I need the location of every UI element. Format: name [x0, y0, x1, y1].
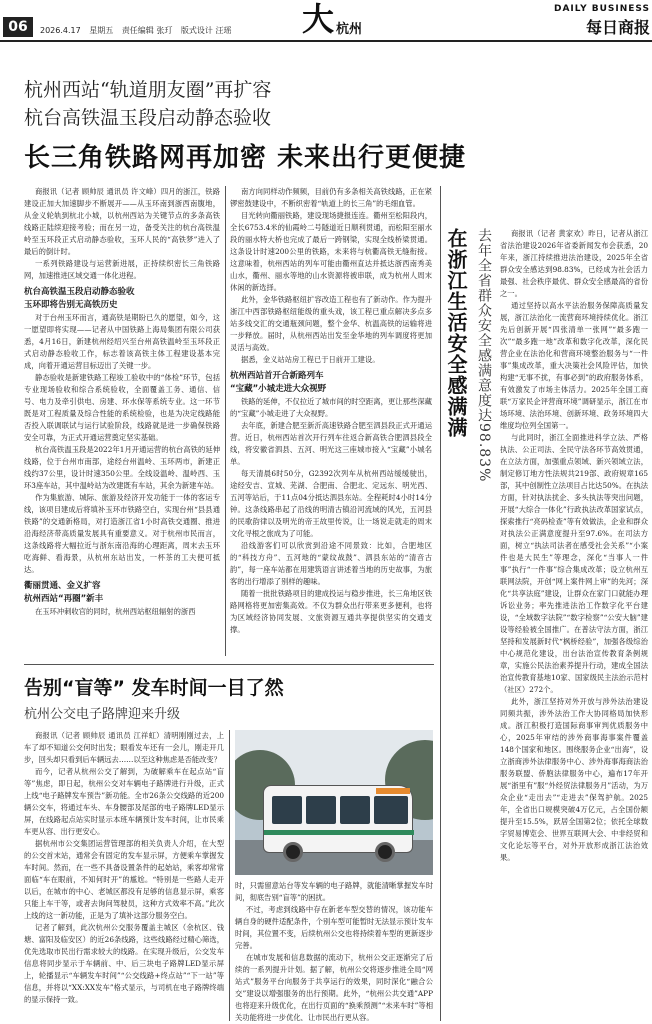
paragraph: 据悉，金义站站房工程已于日前开工建设。 [240, 355, 380, 364]
main-kicker-1: 杭州西站“轨道朋友圈”再扩容 [24, 79, 272, 101]
side-story-column [500, 228, 648, 1021]
paragraph: 作为集旅游、城际、旅游及经济开发功能于一体的客运专线，该项目建成后将填补玉环市铁路空白，实现台州“县县通铁路”的交通新格局，对打造浙江省1小时高铁交通圈、推进沿海经济带高质量发展具有重要意义。对于杭州市民而言，这条线路将大幅拉近与浙东南沿海的心理距离，周末去玉环吃海鲜、看海景，从杭州东站出发，一杯茶的工夫便可抵达。 [24, 493, 220, 574]
bus-window [272, 796, 302, 824]
issue-weekday: 星期五 [89, 26, 114, 35]
paragraph: 商报讯（记者 黄家欢）昨日，记者从浙江省法治建设2026年省委新闻发布会获悉，20年来，浙江持续推进法治建设，2025年全省群众安全感达到98.83%，已经成为社会活力最强、社会秩序最优、群众安全感最高的省份之一。 [500, 229, 648, 298]
paragraph: 在玉环冲刺收官的同时，杭州西站枢纽辐射的浙西 [34, 607, 196, 616]
side-story-headline: 在浙江生活安全感满满 [444, 228, 468, 438]
bus-wheel [283, 842, 303, 862]
subhead: “宝藏”小城走进大众视野 [230, 384, 327, 394]
paragraph: 杭台高铁温玉段是2022年1月开通运营的杭台高铁的延伸线路，位于台州市南部，途经台州温岭、玉环两市，新建正线约37公里，设计时速350公里。全线设温岭、温岭西、玉环3座车站，其中温岭站为改建既有车站，其余为新建车站。 [24, 445, 220, 490]
paragraph: 据杭州市公交集团运营管理部的相关负责人介绍，在大型的公交首末站，通常会有固定的发车显示屏，方便乘车掌握发车时间。然而，在一些不具备设置条件的起始站，乘客却常常面临“车在眼前，不知何时开”的尴尬。“特别是一些路人走开以后，在城市的中心、老城区都没有足够的信息显示屏，乘客只能上车干等，或者去询问驾驶员，这种方式效率不高。”此次上线的这一新功能，正是为了填补这部分服务空白。 [24, 839, 224, 920]
side-story-subhead: 去年全省群众安全感满意度达98.83% [476, 228, 492, 483]
paragraph: 铁路的延伸，不仅拉近了城市间的时空距离，更让那些深藏的“宝藏”小城走进了大众视野。 [230, 397, 432, 418]
bus-photo [235, 730, 433, 875]
paragraph: 对于台州玉环而言，通高铁是期盼已久的愿望，如今，这一愿望即将实现——记者从中国铁路上海局集团有限公司获悉，4月16日，新建杭州经绍兴至台州高铁温岭至玉环段正式启动静态验收工作，标志着该高铁主体工程建设基本完成，向着开通运营目标迈出了关键一步。 [24, 313, 220, 370]
column-divider [229, 730, 230, 1021]
bus-led-sign [376, 788, 410, 794]
paragraph: 此外，金华铁路枢纽扩容改造工程也有了新动作。作为提升浙江中西部铁路枢纽能级的重头戏，该工程已重点解决多点多站多线交汇的交通瓶颈问题，整个金华、杭温高铁的运输将进一步释放。届时，从杭州西站出发至金华地的列车调度将更加灵活与高效。 [230, 295, 432, 352]
paragraph: 目光转向衢丽铁路，建设现场捷报连连。衢州至松阳段内，全长6753.4米的仙霞岭二号隧道近日顺利贯通，而松阳至丽水段的丽水特大桥也完成了最后一跨钢梁，实现全线桥梁贯通。这条设计时速200公里的铁路，未来将与杭衢高铁无缝衔接。这意味着，杭州西站的列车可能由衢州直达并抵达浙西南秀美山水，衢州、丽水等地的山水资源将被串联，成为杭州人周末休闲的新选择。 [230, 211, 432, 292]
story2-headline: 告别“盲等” 发车时间一目了然 [24, 677, 284, 699]
paragraph: 而今，记者从杭州公交了解到，为破解乘车在起点站“盲等”焦虑，即日起，杭州公交对车辆电子路牌进行升级，正式上线“电子路牌发车预告”新功能。全市26条公交线路的近200辆公交车，将通过车头、车身腰部及尾部的电子路牌LED显示屏，在线路起点站实时显示本班车辆预计发车时间，让市民乘车更从容、出行更安心。 [24, 767, 224, 836]
paragraph: 一系列铁路建设与运营新进展，正持续织密长三角铁路网，加速推进区域交通一体化进程。 [24, 259, 220, 280]
main-story-column-1 [24, 186, 220, 656]
section-logo-char: 大 [302, 0, 335, 38]
paragraph: 随着一批批铁路项目的建成投运与稳步推进，长三角地区铁路网格将更加密集高效。不仅为群众出行带来更多便利，也将为区域经济协同发展、文旅资源互通共享提供坚实的交通支撑。 [230, 589, 432, 634]
story-divider [24, 664, 434, 665]
section-divider [440, 186, 441, 1021]
bus-window [374, 796, 408, 824]
paragraph: 不过，考虑到线路中存在新老车型交替的情况，该功能车辆自身的硬件适配条件，个别车型可能暂时无法显示预计发车时间，其位置不变，后续杭州公交也将持续着车型的更新逐步完善。 [235, 905, 433, 950]
brand-chinese: 每日商报 [585, 18, 650, 37]
subhead: 玉环即将告别无高铁历史 [24, 300, 118, 310]
paragraph: 在城市发展和信息数据的流动下，杭州公交正逐渐完了后续的一系列提升计划。据了解，杭州公交将逐步推进全局“网站式”服务平台向服务于共享运行的效果，同时深化“融合公交”建设以增强服务的出行预期。此外，“杭州公共交通”APP也将迎来升级优化，在出行页面的“换乘预测”“未来车时”等相关功能将进一步优化，让市民出行更从容。 [235, 953, 433, 1021]
story2-column-2 [235, 880, 433, 1021]
masthead [0, 0, 652, 38]
issue-date: 2026.4.17 [40, 26, 81, 35]
subhead: 杭台高铁温玉段启动静态验收 [24, 287, 135, 297]
subhead: 衢丽贯通、金义扩容 [24, 581, 101, 591]
bus-window [306, 796, 336, 824]
column-divider [225, 186, 226, 656]
paragraph: 与此同时，浙江全面推进科学立法、严格执法、公正司法、全民守法各环节高效贯通，在立法方面，加强重点领域、新兴领域立法，制定修订地方性法规共219部、政府规章165部，其中创制性立法项目占比达50%。在执法方面，针对执法扰企、多头执法等突出问题，开展“大综合一体化”行政执法改革国家试点，探索推行“亮码检查”等有效做法，企业和群众对执法公正满意度提升至97.6%。在司法方面，树立“执法司法者在感受社会关系”“小案件也是大民生”等理念，深化“当事人一件事”执行“一件事”综合集成改革；设立杭州互联网法院，开创“网上案件网上审”的先河；深化“共享法庭”建设，让群众在家门口就能办理诉讼业务；率先推进法治工作数字化平台建设，“全域数字法院”“数字检察”“公安大脑”建设等经验被全国推广。在普法守法方面，浙江坚持和发展新时代“枫桥经验”，加强各级综治中心规范化建设，出台法治宣传教育条例规章，实施公民法治素养提升行动，建成全国法治宣传教育基地10家、国家级民主法治示范村（社区）272个。 [500, 433, 648, 694]
subhead: 杭州西站首开合新路列车 [230, 371, 324, 381]
paragraph: 沿线游客们可以欣赏到沿途不同景致：比如，合肥地区的“科技方舟”、五河地的“蒙纹战鼓”、泗县东站的“清音古韵”，每一座车站都在用建筑语言讲述着当地的历史故事，为旅客的出行增添了别样的趣味。 [230, 541, 432, 586]
page-number: 06 [3, 17, 33, 37]
bus-stripe [264, 830, 414, 835]
story2-column-1 [24, 730, 224, 1021]
bus-wheel [375, 842, 395, 862]
paragraph: 静态验收是新建铁路工程竣工验收中的“体检”环节，包括专业现场验收和综合系统验收，全面覆盖工务、通信、信号、电力及牵引供电、房建、环水保等系统专业。这一环节既是对工程质量及综合性能的系统检验，也是为决定线路能否投入联调联试与运行试验阶段，线路就是进一步确保铁路安全可靠，为正式开通运营奠定坚实基础。 [24, 373, 220, 442]
paragraph: 此外，浙江坚持对外开放与涉外法治建设同频共振，涉外法治工作大协同格局加快形成。浙江积极打造国际商事审判优质服务中心，2025年审结的涉外商事海事案件覆盖148个国家和地区。围绕服务企业“出海”，设立浙商涉外法律服务中心、涉外海事海商法治服务联盟、侨胞法律服务中心，遍布17年开展“浙里有”服“外经贸法律服务月”活动，为万众企业“走出去”“走进去”保驾护航。2025年，全省出口规模突破4万亿元，占全国份额提升至15.5%，跃居全国第2位；依托全球数字贸易博览会、世界互联网大会、中非经贸和文化论坛等平台，对外开放形成浙江法治效果。 [500, 697, 648, 862]
main-kicker-2: 杭台高铁温玉段启动静态验收 [24, 107, 272, 129]
main-story-column-2 [230, 186, 432, 656]
paragraph: 南方向同样动作频频，目前仍有多条相关高铁线路，正在紧锣密鼓建设中，不断织密着“轨道上的长三角”的毛细血管。 [230, 187, 432, 208]
story2-subhead: 杭州公交电子路牌迎来升级 [24, 707, 181, 722]
paragraph: 商报讯（记者 顾帅辰 通讯员 许文峰）四月的浙江，铁路建设正加大加速脚步不断展开——从玉环南到浙西南腹地，从金义轮轨到杭北小城，以杭州西站为关键节点的多条高铁线路正陆续迎接考验；而在另一边，备受关注的杭台高铁温岭至玉环段正式启动静态验收，玉环人民的“高铁梦”进入了最后的倒计时。 [24, 187, 220, 256]
subhead: 杭州西站“再圈”新丰 [24, 594, 104, 604]
dateline [40, 25, 237, 36]
editor-credit: 责任编辑 张玎 [121, 26, 173, 35]
paragraph: 时，只需留意站台等发车辆的电子路牌，就能清晰掌握发车时间，彻底告别“盲等”的困扰。 [235, 881, 433, 902]
main-headline: 长三角铁路网再加密 未来出行更便捷 [24, 143, 467, 173]
paragraph: 通过坚持以高水平法治服务保障高质量发展，浙江法治化一流营商环境持续优化。浙江先后创新开展“四张清单一张网”“最多跑一次”“最多跑一地”改革和数字化改革，深化民营企业在法治化和营商环境整治服务与“一件事”集成改革，重大决策社会风险评估，加快构建“无事不扰，有事必到”的政府服务体系，有效激发了市场主体活力。2025年全国工商联“万家民企评营商环境”调研显示，浙江在市场环境、法治环境、创新环境、政务环境四大维度均位列全国第一。 [500, 301, 648, 430]
brand-english: DAILY BUSINESS [553, 4, 650, 14]
paragraph: 商报讯（记者 顾帅辰 通讯员 江祥虹）清明刚刚过去，上车了却不知道公交何时出发；眼看发车还有一会儿，刚走开几步，回头却只看到后车辆远去……以至这种焦虑是否能改变？ [24, 731, 224, 764]
paragraph: 记者了解到，此次杭州公交服务覆盖主城区（余杭区、钱塘、富阳及临安区）的近26条线路，这些线路经过精心筛选，优先选取市民出行需求较大的线路。在实现升级后，公交发车信息将同步显示于车辆前、中、后三块电子路牌LED显示屏上，轮播显示“车辆发车时间”“公交线路+终点站”“下一站”等信息，并将以“XX:XX发车”格式显示，与司机在电子路牌终端的显示保持一致。 [24, 923, 224, 1004]
section-name: 杭州 [336, 22, 363, 37]
paragraph: 每天清晨6时50分，G2392次列车从杭州西站缓缓驶出，途经安吉、宣城、芜湖、合肥南、合肥北、定远东、明光西、五河等站后，于11点04分抵达泗县东站。全程耗时4小时14分钟。这条线路串起了沿线的明清古镇沿河流域的风光，五河县的民歌韵律以及明光的帝王故里传说，让一场说走就走的周末文化寻根之旅成为了可能。 [230, 469, 432, 538]
bus-window [340, 796, 370, 824]
header-rule [0, 40, 652, 42]
paragraph: 去年底，新建合肥至新沂高速铁路合肥至泗县段正式开通运营。近日，杭州西站首次开行列车往返合新高铁合肥泗县段全线，将安徽省泗县、五河、明光这三座城市接入“宝藏”小城名单。 [230, 421, 432, 466]
designer-credit: 版式设计 汪瑶 [180, 26, 232, 35]
